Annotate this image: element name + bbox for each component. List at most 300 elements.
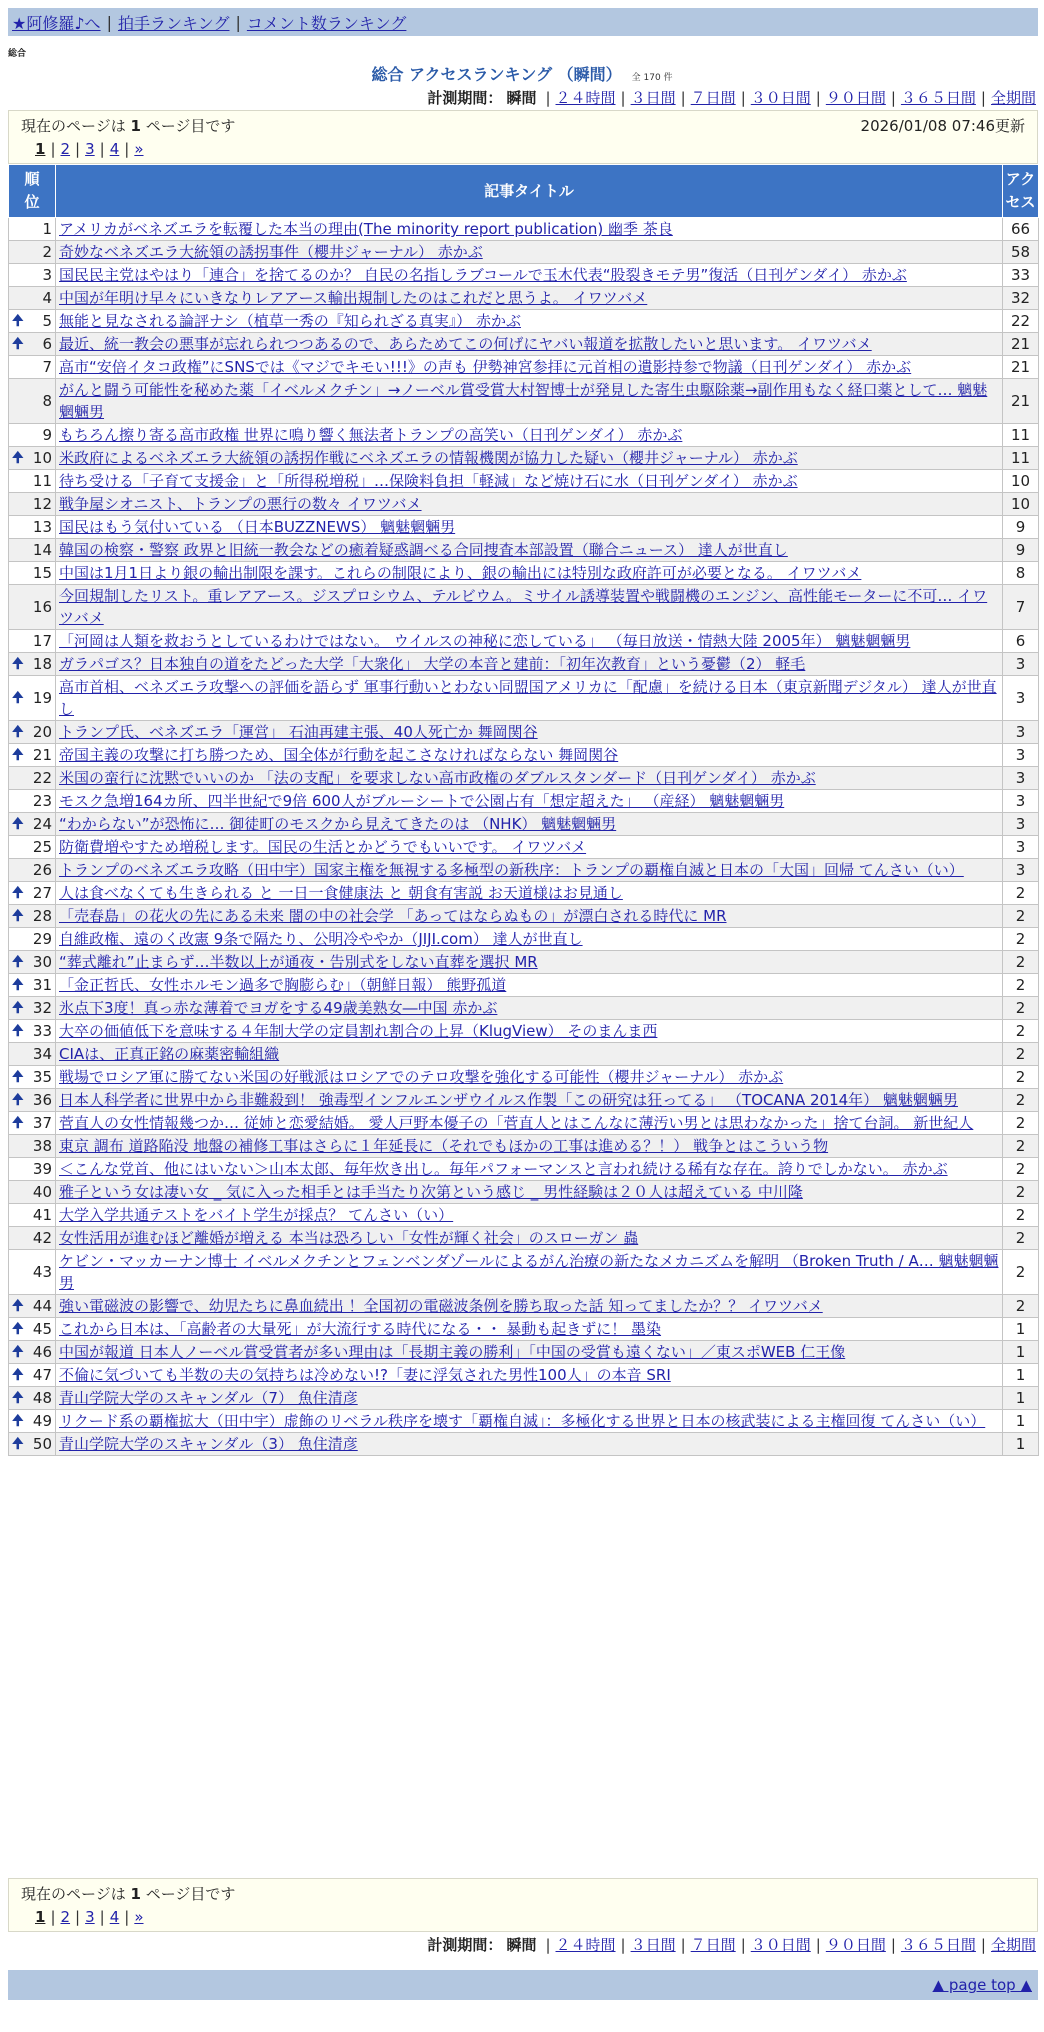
ranking-table (8, 164, 1039, 1456)
access-count: 10 (1003, 470, 1039, 493)
up-arrow-icon: 🠉 (12, 1367, 24, 1383)
table-row (9, 997, 1039, 1020)
period-label: 計測期間： (427, 89, 503, 107)
rank-number: 4 (42, 289, 52, 307)
article-title-link[interactable]: 米政府によるベネズエラ大統領の誘拐作戦にベネズエラの情報機関が協力した疑い（櫻井ジャーナル） 赤かぶ (59, 449, 798, 467)
article-title-link[interactable]: 今回規制したリスト。重レアアース。ジスプロシウム、テルビウム。ミサイル誘導装置や戦闘機のエンジン、高性能モーターに不可… イワツバメ (59, 587, 988, 627)
rank-number: 5 (42, 312, 52, 330)
table-row (9, 1158, 1039, 1181)
title-cell (56, 1204, 1003, 1227)
page-link[interactable]: 3 (85, 140, 95, 158)
rank-cell (9, 493, 56, 516)
article-title-link[interactable]: トランプ氏、ベネズエラ「運営」 石油再建主張、40人死亡か 舞岡関谷 (59, 723, 538, 741)
rank-number: 26 (32, 861, 52, 879)
rank-number: 39 (32, 1160, 52, 1178)
table-row (9, 562, 1039, 585)
page-separator: | (50, 1908, 56, 1926)
period-option-link[interactable]: ２４時間 (555, 89, 616, 107)
page-separator: | (99, 1908, 105, 1926)
access-count: 1 (1003, 1433, 1039, 1456)
rank-number: 15 (32, 564, 52, 582)
title-cell (56, 493, 1003, 516)
rank-cell (9, 951, 56, 974)
rank-cell (9, 1043, 56, 1066)
access-count: 2 (1003, 1295, 1039, 1318)
rank-cell (9, 287, 56, 310)
up-arrow-icon: 🠉 (12, 724, 24, 740)
table-row (9, 356, 1039, 379)
article-title-link[interactable]: がんと闘う可能性を秘めた薬「イベルメクチン」→ノーベル賞受賞大村智博士が発見した寄生虫駆除薬→副作用もなく経口薬として… 魑魅魍魎男 (59, 381, 988, 421)
title-cell (56, 928, 1003, 951)
title-cell (56, 653, 1003, 676)
period-selector-top (427, 87, 1036, 108)
page-separator: | (124, 1908, 130, 1926)
table-row (9, 241, 1039, 264)
up-arrow-icon: 🠉 (12, 908, 24, 924)
up-arrow-icon: 🠉 (12, 954, 24, 970)
up-arrow-icon: 🠉 (12, 977, 24, 993)
rank-number: 34 (32, 1045, 52, 1063)
article-title-link[interactable]: 戦場でロシア軍に勝てない米国の好戦派はロシアでのテロ攻撃を強化する可能性（櫻井ジャーナル） 赤かぶ (59, 1068, 784, 1086)
period-selector-bottom (427, 1934, 1036, 1955)
period-separator: | (620, 1936, 626, 1954)
title-cell (56, 630, 1003, 653)
title-cell (56, 424, 1003, 447)
article-title-link[interactable]: 人は食べなくても生きられる と 一日一食健康法 と 朝食有害説 お天道様はお見通し (59, 884, 623, 902)
table-row (9, 310, 1039, 333)
up-arrow-icon: 🠉 (12, 1115, 24, 1131)
access-count: 2 (1003, 1158, 1039, 1181)
rank-cell (9, 1295, 56, 1318)
article-title-link[interactable]: トランプのベネズエラ攻略（田中宇）国家主権を無視する多極型の新秩序：トランプの覇権自滅と日本の「大国」回帰 てんさい（い） (59, 861, 964, 879)
page-link[interactable]: 2 (60, 1908, 71, 1926)
rank-number: 3 (42, 266, 52, 284)
rank-number: 45 (32, 1320, 52, 1338)
period-separator: | (680, 89, 686, 107)
table-row (9, 1387, 1039, 1410)
access-count: 2 (1003, 1112, 1039, 1135)
title-cell (56, 1250, 1003, 1295)
article-title-link[interactable]: 日本人科学者に世界中から非難殺到！ 強毒型インフルエンザウイルス作製「この研究は狂ってる」 （TOCANA 2014年） 魑魅魍魎男 (59, 1091, 958, 1109)
rank-number: 37 (32, 1114, 52, 1132)
period-option-link[interactable]: ３日間 (630, 1936, 676, 1954)
clap-ranking-link[interactable]: 拍手ランキング (117, 13, 230, 33)
title-cell (56, 813, 1003, 836)
article-title-link[interactable]: 大卒の価値低下を意味する４年制大学の定員割れ割合の上昇（KlugView） そのまんま西 (59, 1022, 658, 1040)
period-separator: | (890, 89, 896, 107)
article-title-link[interactable]: 防衛費増やすため増税します。国民の生活とかどうでもいいです。 イワツバメ (59, 838, 587, 856)
pager-status-row (21, 113, 1025, 137)
period-option-link[interactable]: ７日間 (690, 1936, 736, 1954)
up-arrow-icon: 🠉 (12, 450, 24, 466)
access-count: 58 (1003, 241, 1039, 264)
rank-number: 12 (32, 495, 52, 513)
rank-number: 11 (32, 472, 52, 490)
article-title-link[interactable]: “わからない”が恐怖に… 御徒町のモスクから見えてきたのは （NHK） 魑魅魍魎男 (59, 815, 617, 833)
article-title-link[interactable]: リクード系の覇権拡大（田中宇）虚飾のリベラル秩序を壊す「覇権自滅」：多極化する世界と日本の核武装による主権回復 てんさい（い） (59, 1412, 986, 1430)
rank-cell (9, 1250, 56, 1295)
rank-cell (9, 241, 56, 264)
access-count: 33 (1003, 264, 1039, 287)
page-link[interactable]: 2 (60, 140, 71, 158)
article-title-link[interactable]: ＜こんな党首、他にはいない＞山本太郎、毎年炊き出し。毎年パフォーマンスと言われ続ける稀有な存在。誇りでしかない。 赤かぶ (59, 1160, 948, 1178)
rank-number: 44 (32, 1297, 52, 1315)
rank-cell (9, 836, 56, 859)
access-count: 3 (1003, 790, 1039, 813)
article-title-link[interactable]: もちろん擦り寄る高市政権 世界に鳴り響く無法者トランプの高笑い（日刊ゲンダイ） 赤かぶ (59, 426, 683, 444)
article-title-link[interactable]: 待ち受ける「子育て支援金」と「所得税増税」…保険料負担「軽減」など焼け石に水（日刊ゲンダイ） 赤かぶ (59, 472, 798, 490)
title-cell (56, 1066, 1003, 1089)
rank-cell (9, 379, 56, 424)
rank-cell (9, 310, 56, 333)
article-title-link[interactable]: 「売春島」の花火の先にある未来 闇の中の社会学 「あってはならぬもの」が漂白される時代に MR (59, 907, 727, 925)
access-count: 11 (1003, 424, 1039, 447)
period-option-link[interactable]: ３６５日間 (900, 1936, 976, 1954)
period-separator: | (680, 1936, 686, 1954)
article-title-link[interactable]: 青山学院大学のスキャンダル（3） 魚住清彦 (59, 1435, 358, 1453)
table-row (9, 1227, 1039, 1250)
period-option-link[interactable]: ３日間 (630, 89, 676, 107)
page-top-link[interactable]: ▲ page top ▲ (932, 1976, 1032, 1994)
article-title-link[interactable]: モスク急増164カ所、四半世紀で9倍 600人がブルーシートで公園占有「想定超えた」 （産経） 魑魅魍魎男 (59, 792, 785, 810)
access-count: 1 (1003, 1341, 1039, 1364)
article-title-link[interactable]: これから日本は、「高齢者の大量死」が大流行する時代になる・・ 暴動も起きずに！ 墨染 (59, 1320, 662, 1338)
article-title-link[interactable]: 中国は1月1日より銀の輸出制限を課す。これらの制限により、銀の輸出には特別な政府許可が必要となる。 イワツバメ (59, 564, 862, 582)
title-cell (56, 1364, 1003, 1387)
period-option-link[interactable]: ３０日間 (750, 89, 811, 107)
rank-number: 50 (32, 1435, 52, 1453)
article-title-link[interactable]: 雅子という女は凄い女 _ 気に入った相手とは手当たり次第という感じ _ 男性経験は２０人は超えている 中川隆 (59, 1183, 803, 1201)
article-title-link[interactable]: ガラパゴス？日本独自の道をたどった大学「大衆化」 大学の本音と建前：「初年次教育」という憂鬱（2） 軽毛 (59, 655, 806, 673)
rank-cell (9, 333, 56, 356)
access-count: 2 (1003, 905, 1039, 928)
rank-cell (9, 859, 56, 882)
table-row (9, 653, 1039, 676)
title-cell (56, 218, 1003, 241)
rank-number: 40 (32, 1183, 52, 1201)
page-link[interactable]: 4 (109, 140, 120, 158)
page-status-current: 1 (130, 116, 141, 135)
article-title-link[interactable]: 強い電磁波の影響で、幼児たちに鼻血続出 ！全国初の電磁波条例を勝ち取った話 知ってましたか？？ イワツバメ (59, 1297, 823, 1315)
page-status-suffix: ページ目です (140, 1884, 236, 1903)
rank-number: 38 (32, 1137, 52, 1155)
article-title-link[interactable]: “葬式離れ”止まらず…半数以上が通夜・告別式をしない直葬を選択 MR (59, 953, 538, 971)
period-separator: | (740, 1936, 746, 1954)
table-row (9, 264, 1039, 287)
table-row (9, 721, 1039, 744)
article-title-link[interactable]: 最近、統一教会の悪事が忘れられつつあるので、あらためてこの何げにヤバい報道を拡散したいと思います。 イワツバメ (59, 335, 872, 353)
table-row (9, 1364, 1039, 1387)
page-links (21, 1905, 1025, 1929)
period-option-link[interactable]: ７日間 (690, 89, 736, 107)
title-column-header: 記事タイトル (56, 165, 1003, 218)
rank-header-line1: 順 (24, 170, 40, 188)
table-row (9, 928, 1039, 951)
access-count: 2 (1003, 1066, 1039, 1089)
table-row (9, 424, 1039, 447)
title-cell (56, 470, 1003, 493)
page-current: 1 (35, 1908, 46, 1926)
rank-cell (9, 653, 56, 676)
page-status (21, 1883, 235, 1904)
rank-cell (9, 1410, 56, 1433)
title-cell (56, 264, 1003, 287)
title-cell (56, 1020, 1003, 1043)
rank-cell (9, 1020, 56, 1043)
table-row (9, 585, 1039, 630)
rank-column-header (9, 165, 56, 218)
rank-cell (9, 1066, 56, 1089)
access-count: 10 (1003, 493, 1039, 516)
rank-cell (9, 264, 56, 287)
article-title-link[interactable]: 中国が報道 日本人ノーベル賞受賞者が多い理由は「長期主義の勝利」「中国の受賞も遠くない」／東スポWEB 仁王像 (59, 1343, 846, 1361)
rank-number: 1 (42, 220, 52, 238)
article-title-link[interactable]: 大学入学共通テストをバイト学生が採点？ てんさい（い） (59, 1206, 454, 1224)
rank-cell (9, 1433, 56, 1456)
title-cell (56, 310, 1003, 333)
table-row (9, 813, 1039, 836)
access-count: 3 (1003, 836, 1039, 859)
category-label: 総合 (8, 49, 27, 59)
access-count: 21 (1003, 379, 1039, 424)
pager-bottom (8, 1878, 1038, 1932)
article-title-link[interactable]: 奇妙なベネズエラ大統領の誘拐事件（櫻井ジャーナル） 赤かぶ (59, 243, 483, 261)
article-title-link[interactable]: 青山学院大学のスキャンダル（7） 魚住清彦 (59, 1389, 358, 1407)
table-row (9, 1250, 1039, 1295)
table-row (9, 470, 1039, 493)
table-row (9, 951, 1039, 974)
up-arrow-icon: 🠉 (12, 1321, 24, 1337)
access-header-line2: セス (1005, 193, 1036, 211)
page-status-current: 1 (130, 1884, 141, 1903)
title-cell (56, 1043, 1003, 1066)
access-count: 9 (1003, 516, 1039, 539)
next-page-link[interactable]: » (134, 140, 144, 158)
rank-number: 29 (32, 930, 52, 948)
article-title-link[interactable]: 米国の蛮行に沈黙でいいのか 「法の支配」を要求しない高市政権のダブルスタンダード（日刊ゲンダイ） 赤かぶ (59, 769, 816, 787)
rank-cell (9, 790, 56, 813)
rank-cell (9, 516, 56, 539)
period-option-link[interactable]: ２４時間 (555, 1936, 616, 1954)
rank-number: 32 (32, 999, 52, 1017)
article-title-link[interactable]: 菅直人の女性情報幾つか… 従姉と恋愛結婚。 愛人戸野本優子の「菅直人とはこんなに薄汚い男とは思わなかった」捨て台詞。 新世紀人 (59, 1114, 974, 1132)
table-row (9, 744, 1039, 767)
page-status-suffix: ページ目です (140, 116, 236, 135)
access-count: 2 (1003, 1181, 1039, 1204)
title-cell (56, 1387, 1003, 1410)
rank-number: 22 (32, 769, 52, 787)
period-option-link[interactable]: 全期間 (990, 1936, 1036, 1954)
rank-cell (9, 997, 56, 1020)
table-row (9, 836, 1039, 859)
period-separator: | (620, 89, 626, 107)
rank-cell (9, 767, 56, 790)
title-cell (56, 836, 1003, 859)
rank-cell (9, 721, 56, 744)
access-count: 3 (1003, 721, 1039, 744)
article-title-link[interactable]: CIAは、正真正銘の麻薬密輸組織 (59, 1045, 280, 1063)
table-row (9, 630, 1039, 653)
rank-cell (9, 218, 56, 241)
up-arrow-icon: 🠉 (12, 1413, 24, 1429)
page-title: 総合 アクセスランキング （瞬間） (371, 65, 622, 84)
up-arrow-icon: 🠉 (12, 1092, 24, 1108)
rank-number: 48 (32, 1389, 52, 1407)
home-link[interactable]: ★阿修羅♪へ (12, 13, 101, 33)
article-title-link[interactable]: 「金正哲氏、女性ホルモン過多で胸膨らむ」（朝鮮日報） 熊野孤道 (59, 976, 507, 994)
table-row (9, 1112, 1039, 1135)
period-separator: | (545, 1936, 551, 1954)
access-count: 66 (1003, 218, 1039, 241)
access-header-line1: アク (1005, 170, 1036, 188)
rank-number: 10 (32, 449, 52, 467)
up-arrow-icon: 🠉 (12, 1344, 24, 1360)
up-arrow-icon: 🠉 (12, 656, 24, 672)
table-row (9, 1433, 1039, 1456)
period-option-link[interactable]: ９０日間 (825, 1936, 886, 1954)
rank-cell (9, 562, 56, 585)
page-current: 1 (35, 140, 46, 158)
page-link[interactable]: 4 (109, 1908, 120, 1926)
title-cell (56, 790, 1003, 813)
top-navigation (8, 8, 1038, 36)
article-title-link[interactable]: 国民はもう気付いている （日本BUZZNEWS） 魑魅魍魎男 (59, 518, 456, 536)
up-arrow-icon: 🠉 (12, 1000, 24, 1016)
rank-number: 30 (32, 953, 52, 971)
page-separator: | (50, 140, 56, 158)
table-row (9, 1341, 1039, 1364)
period-separator: | (980, 89, 986, 107)
updated-timestamp: 2026/01/08 07:46更新 (860, 116, 1025, 135)
access-count: 8 (1003, 562, 1039, 585)
rank-cell (9, 1089, 56, 1112)
article-title-link[interactable]: アメリカがベネズエラを転覆した本当の理由(The minority report publication) 幽季 茶良 (59, 220, 673, 238)
rank-cell (9, 1387, 56, 1410)
rank-cell (9, 1135, 56, 1158)
article-title-link[interactable]: 東京 調布 道路陥没 地盤の補修工事はさらに１年延長に（それでもほかの工事は進める？！） 戦争とはこういう物 (59, 1137, 829, 1155)
table-row (9, 1020, 1039, 1043)
title-cell (56, 882, 1003, 905)
table-row (9, 516, 1039, 539)
table-row (9, 1410, 1039, 1433)
up-arrow-icon: 🠉 (12, 885, 24, 901)
table-row (9, 676, 1039, 721)
title-cell (56, 1089, 1003, 1112)
page-status-prefix: 現在のページは (21, 116, 131, 135)
period-option-link[interactable]: ３６５日間 (900, 89, 976, 107)
article-title-link[interactable]: 戦争屋シオニスト、トランプの悪行の数々 イワツバメ (59, 495, 422, 513)
title-cell (56, 333, 1003, 356)
rank-number: 9 (42, 426, 52, 444)
up-arrow-icon: 🠉 (12, 747, 24, 763)
article-title-link[interactable]: 高市“安倍イタコ政権”にSNSでは《マジでキモい!!!》の声も 伊勢神宮参拝に元首相の遺影持参で物議（日刊ゲンダイ） 赤かぶ (59, 358, 912, 376)
period-option-link[interactable]: ９０日間 (825, 89, 886, 107)
article-title-link[interactable]: 氷点下3度！真っ赤な薄着でヨガをする49歳美熟女―中国 赤かぶ (59, 999, 498, 1017)
period-current: 瞬間 (506, 1936, 537, 1954)
article-title-link[interactable]: 無能と見なされる論評ナシ（植草一秀の『知られざる真実』） 赤かぶ (59, 312, 521, 330)
title-cell (56, 1158, 1003, 1181)
rank-number: 16 (32, 598, 52, 616)
title-cell (56, 379, 1003, 424)
access-count: 1 (1003, 1364, 1039, 1387)
table-row (9, 859, 1039, 882)
next-page-link[interactable]: » (134, 1908, 144, 1926)
access-count: 2 (1003, 1204, 1039, 1227)
page-link[interactable]: 3 (85, 1908, 95, 1926)
period-option-link[interactable]: 全期間 (990, 89, 1036, 107)
period-separator: | (545, 89, 551, 107)
article-title-link[interactable]: 自維政権、遠のく改憲 9条で隔たり、公明冷ややか（JIJI.com） 達人が世直し (59, 930, 583, 948)
article-title-link[interactable]: 高市首相、ベネズエラ攻撃への評価を語らず 軍事行動いとわない同盟国アメリカに「配慮」を続ける日本（東京新聞デジタル） 達人が世直し (59, 678, 997, 718)
rank-cell (9, 1364, 56, 1387)
rank-number: 7 (42, 358, 52, 376)
rank-number: 24 (32, 815, 52, 833)
access-count: 2 (1003, 1250, 1039, 1295)
up-arrow-icon: 🠉 (12, 313, 24, 329)
rank-number: 27 (32, 884, 52, 902)
title-cell (56, 1227, 1003, 1250)
rank-cell (9, 539, 56, 562)
access-column-header (1003, 165, 1039, 218)
title-cell (56, 859, 1003, 882)
title-cell (56, 1112, 1003, 1135)
rank-number: 25 (32, 838, 52, 856)
access-count: 3 (1003, 653, 1039, 676)
title-cell (56, 721, 1003, 744)
access-count: 1 (1003, 1387, 1039, 1410)
rank-number: 8 (42, 392, 52, 410)
title-cell (56, 287, 1003, 310)
rank-number: 18 (32, 655, 52, 673)
article-title-link[interactable]: 女性活用が進むほど離婚が増える 本当は恐ろしい「女性が輝く社会」のスローガン 蟲 (59, 1229, 639, 1247)
access-count: 3 (1003, 859, 1039, 882)
article-title-link[interactable]: 「河岡は人類を救おうとしているわけではない。 ウイルスの神秘に恋している」 （毎日放送・情熱大陸 2005年） 魑魅魍魎男 (59, 632, 911, 650)
rank-number: 33 (32, 1022, 52, 1040)
rank-number: 21 (32, 746, 52, 764)
period-option-link[interactable]: ３０日間 (750, 1936, 811, 1954)
article-title-link[interactable]: 国民民主党はやはり「連合」を捨てるのか？ 自民の名指しラブコールで玉木代表“股裂きモテ男”復活（日刊ゲンダイ） 赤かぶ (59, 266, 907, 284)
table-row (9, 1043, 1039, 1066)
rank-cell (9, 585, 56, 630)
article-title-link[interactable]: 帝国主義の攻撃に打ち勝つため、国全体が行動を起こさなければならない 舞岡関谷 (59, 746, 619, 764)
up-arrow-icon: 🠉 (12, 1298, 24, 1314)
rank-number: 19 (32, 689, 52, 707)
nav-separator: | (106, 12, 112, 32)
access-count: 2 (1003, 951, 1039, 974)
period-separator: | (980, 1936, 986, 1954)
title-cell (56, 447, 1003, 470)
rank-cell (9, 447, 56, 470)
rank-cell (9, 470, 56, 493)
rank-cell (9, 928, 56, 951)
table-row (9, 333, 1039, 356)
access-count: 3 (1003, 744, 1039, 767)
access-count: 7 (1003, 585, 1039, 630)
rank-cell (9, 974, 56, 997)
comment-ranking-link[interactable]: コメント数ランキング (246, 13, 407, 33)
access-count: 2 (1003, 997, 1039, 1020)
rank-cell (9, 676, 56, 721)
access-count: 3 (1003, 813, 1039, 836)
table-row (9, 493, 1039, 516)
article-title-link[interactable]: ケビン・マッカーナン博士 イベルメクチンとフェンベンダゾールによるがん治療の新たなメカニズムを解明 （Broken Truth / A… 魑魅魍魎男 (59, 1252, 999, 1292)
access-count: 22 (1003, 310, 1039, 333)
page-status-prefix: 現在のページは (21, 1884, 131, 1903)
title-cell (56, 676, 1003, 721)
article-title-link[interactable]: 韓国の検察・警察 政界と旧統一教会などの癒着疑惑調べる合同捜査本部設置（聯合ニュース） 達人が世直し (59, 541, 788, 559)
article-title-link[interactable]: 不倫に気づいても半数の夫の気持ちは冷めない!?「妻に浮気された男性100人」の本音 SRI (59, 1366, 671, 1384)
article-title-link[interactable]: 中国が年明け早々にいきなりレアアース輸出規制したのはこれだと思うよ。 イワツバメ (59, 289, 648, 307)
